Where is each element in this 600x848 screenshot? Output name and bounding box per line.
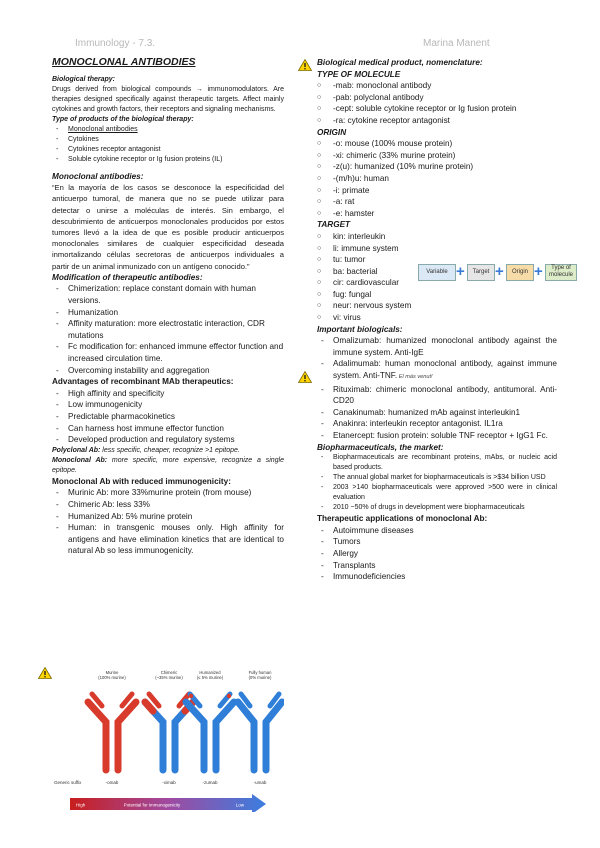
antibody-label: Chimeric (~35% murine) — [155, 670, 183, 680]
arrow-high-label: High — [76, 802, 86, 808]
adv-heading: Advantages of recombinant MAb therapeutics: — [52, 377, 234, 387]
reduced-list — [52, 487, 284, 557]
generic-suffix-label: Generic suffix — [54, 780, 82, 785]
arrow-mid-label: Potential for immunogenicity — [123, 802, 181, 808]
antibody-chimeric — [145, 670, 193, 785]
list-item: ○ -pab: polyclonal antibody — [317, 92, 557, 104]
right-column — [317, 57, 557, 583]
mab-heading: Monoclonal antibodies: — [52, 171, 144, 181]
list-item: - Rituximab: chimeric monoclonal antibody, antitumoral. Anti-CD20 — [317, 384, 557, 407]
header-course: Immunology - 7.3. — [75, 38, 156, 49]
warning-icon — [298, 371, 312, 383]
suffix-label: -umab — [253, 780, 267, 785]
market-heading: Biopharmaceuticals, the market: — [317, 442, 444, 452]
antibody-human — [238, 670, 282, 785]
antibody-label: Murine (100% murine) — [98, 670, 126, 680]
list-item: - Chimerization: replace constant domain with human versions. — [52, 283, 284, 306]
antibody-label: Humanized (≤ 5% murine) — [196, 670, 224, 680]
arrow-low-label: Low — [235, 802, 244, 808]
list-item: ○ tu: tumor — [317, 254, 557, 266]
plus-icon: + — [456, 263, 465, 280]
list-item: - Monoclonal antibodies — [52, 125, 284, 135]
target-heading: TARGET — [317, 220, 351, 230]
mod-heading: Modification of therapeutic antibodies: — [52, 272, 203, 282]
warning-icon — [298, 59, 312, 71]
left-column — [52, 57, 284, 557]
list-item: - Etanercept: fusion protein: soluble TNF receptor + IgG1 Fc. — [317, 430, 557, 442]
list-item: - Allergy — [317, 548, 557, 560]
list-item: ○ -i: primate — [317, 185, 557, 197]
list-item: - 2003 >140 biopharmaceuticals were approved >500 were in clinical evaluation — [317, 483, 557, 503]
mod-list — [52, 283, 284, 376]
list-item: - The annual global market for biopharmaceuticals is >$34 billion USD — [317, 473, 557, 483]
origin-heading: ORIGIN — [317, 127, 347, 137]
monoclonal-note: Monoclonal Ab: more specific, more expensive, recognize a single epitope. — [52, 456, 285, 474]
list-item: ○ kin: interleukin — [317, 231, 557, 243]
list-item: ○ -(m/h)u: human — [317, 173, 557, 185]
list-item: - 2010 ~50% of drugs in development were biopharmaceuticals — [317, 503, 557, 513]
list-item: - Human: in transgenic mouses only. High affinity for antigens and have elimination kinetics that are identical to natural Ab so less immunogenicity. — [52, 522, 284, 557]
list-item: - Immunodeficiencies — [317, 571, 557, 583]
header-author: Marina Manent — [423, 38, 490, 49]
type-heading: TYPE OF MOLECULE — [317, 69, 401, 79]
bio-text: Drugs derived from biological compounds → immunomodulators. Are therapies designed specifically against therapeutic targets. Affect mainly cytokines and growth factors, their receptors and signaling mechanisms. — [52, 85, 284, 113]
suffix-label: -zumab — [202, 780, 218, 785]
chip-type: Type of molecule — [545, 264, 577, 281]
antibody-humanized — [186, 670, 234, 785]
list-item: ○ -xi: chimeric (33% murine protein) — [317, 150, 557, 162]
list-item: - Tumors — [317, 536, 557, 548]
list-item: - Cytokines — [52, 135, 284, 145]
list-item: ○ ba: bacterial — [317, 266, 557, 278]
list-item: - Low immunogenicity — [52, 399, 284, 411]
plus-icon: + — [495, 263, 504, 280]
nomenclature-heading: Biological medical product, nomenclature: — [317, 58, 483, 67]
list-item: ○ neur: nervous system — [317, 300, 557, 312]
list-item: ○ -cept: soluble cytokine receptor or Ig fusion protein — [317, 103, 557, 115]
list-item: - Canakinumab: humanized mAb against interleukin1 — [317, 407, 557, 419]
list-item: ○ li: immune system — [317, 243, 557, 255]
list-item: - Humanized Ab: 5% murine protein — [52, 511, 284, 523]
list-item: - Murinic Ab: more 33%murine protein (from mouse) — [52, 487, 284, 499]
list-item: - High affinity and specificity — [52, 388, 284, 400]
origin-list — [317, 138, 557, 219]
important-list — [317, 335, 557, 441]
list-item: ○ -ra: cytokine receptor antagonist — [317, 115, 557, 127]
list-item: ○ -mab: monoclonal antibody — [317, 80, 557, 92]
list-item: - Chimeric Ab: less 33% — [52, 499, 284, 511]
list-item: - Humanization — [52, 307, 284, 319]
plus-icon: + — [534, 263, 543, 280]
list-item: - Affinity maturation: more electrostatic interaction, CDR mutations — [52, 318, 284, 341]
list-item: - Autoimmune diseases — [317, 525, 557, 537]
adv-list — [52, 388, 284, 446]
list-item: - Transplants — [317, 560, 557, 572]
suffix-label: -omab — [105, 780, 119, 785]
reduced-heading: Monoclonal Ab with reduced immunogenicity: — [52, 476, 231, 486]
important-heading: Important biologicals: — [317, 324, 403, 334]
list-item: - Soluble cytokine receptor or Ig fusion proteins (IL) — [52, 155, 284, 165]
list-item: ○ -o: mouse (100% mouse protein) — [317, 138, 557, 150]
list-item: - Biopharmaceuticals are recombinant proteins, mAbs, or nucleic acid based products. — [317, 453, 557, 473]
apps-heading: Therapeutic applications of monoclonal Ab: — [317, 514, 488, 524]
antibody-label: Fully human (0% murine) — [248, 670, 272, 680]
chip-variable: Variable — [418, 264, 456, 281]
list-item: - Cytokines receptor antagonist — [52, 145, 284, 155]
bio-heading: Biological therapy: — [52, 75, 116, 83]
list-item: ○ -a: rat — [317, 196, 557, 208]
list-item: ○ cir: cardiovascular — [317, 277, 557, 289]
warning-icon — [38, 667, 52, 679]
page-title: MONOCLONAL ANTIBODIES — [52, 56, 196, 68]
list-item: ○ -e: hamster — [317, 208, 557, 220]
chip-origin: Origin — [506, 264, 534, 281]
list-item: - Overcoming instability and aggregation — [52, 365, 284, 377]
list-item: - Predictable pharmacokinetics — [52, 411, 284, 423]
polyclonal-note: Polyclonal Ab: less specific, cheaper, recognize >1 epitope. — [52, 446, 240, 454]
market-list — [317, 453, 557, 513]
types-list — [52, 125, 284, 165]
list-item: ○ vi: virus — [317, 312, 557, 324]
antibody-murine — [88, 670, 136, 785]
list-item: - Adalimumab: human monoclonal antibody, against immune system. Anti-TNF. El más venut! — [317, 358, 557, 383]
nomenclature-diagram — [418, 262, 576, 282]
suffix-label: -ximab — [162, 780, 176, 785]
list-item: - Can harness host immune effector function — [52, 423, 284, 435]
apps-list — [317, 525, 557, 583]
list-item: ○ -z(u): humanized (10% murine protein) — [317, 161, 557, 173]
list-item: ○ fug: fungal — [317, 289, 557, 301]
list-item: - Fc modification for: enhanced immune effector function and increased circulation time. — [52, 341, 284, 364]
list-item: - Developed production and regulatory systems — [52, 434, 284, 446]
list-item: - Anakinra: interleukin receptor antagonist. IL1ra — [317, 418, 557, 430]
mab-quote: “En la mayoría de los casos se desconoce la especificidad del anticuerpo tumoral, de manera que no se puede utilizar para detectar o unirse a moléculas de interés. Sin embargo, el descubrimiento de anticuerpos monoclonales producidos por estos tumores llevó a la idea de que es posible producir anticuerpos monoclonales similares de cualquier especificidad deseada inmortalizando células secretoras de anticuerpos individuales a partir de un animal inmunizado con un antígeno conocido.” — [52, 183, 284, 271]
list-item: - Omalizumab: humanized monoclonal antibody against the immune system. Anti-IgE — [317, 335, 557, 358]
type-list — [317, 80, 557, 126]
antibody-humanization-figure — [52, 664, 284, 812]
types-heading: Type of products of the biological therapy: — [52, 115, 194, 123]
chip-target: Target — [467, 264, 495, 281]
